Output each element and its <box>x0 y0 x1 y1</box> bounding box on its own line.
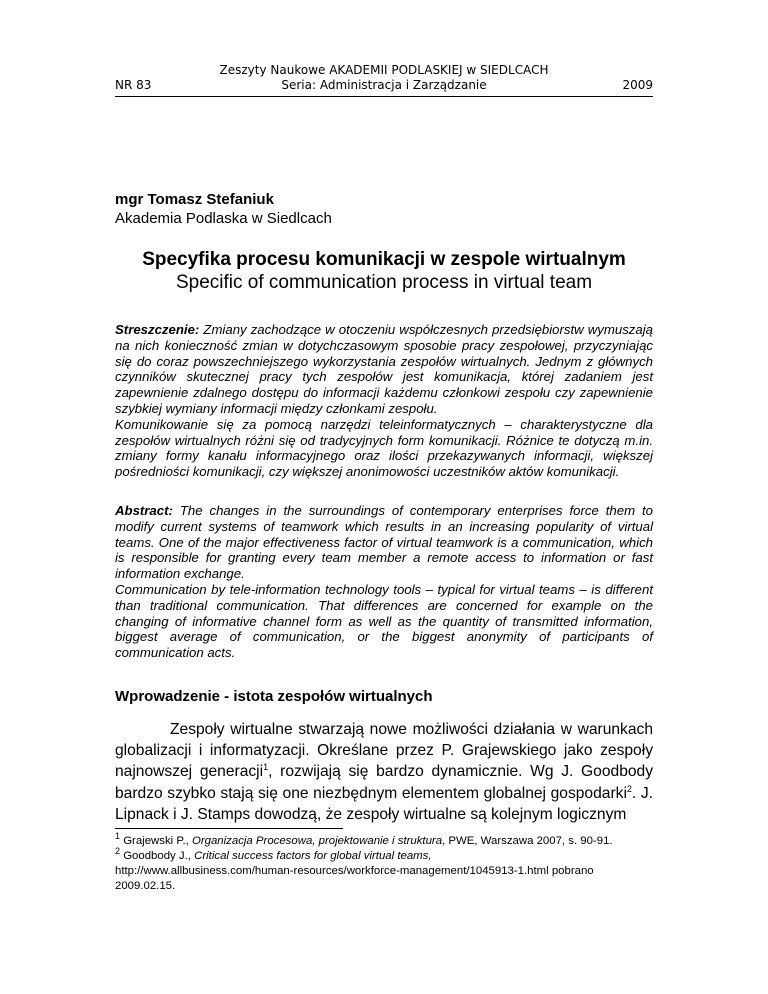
abstract-text-1: The changes in the surroundings of contemporary enterprises force them to modify current systems of teamwork which results in an increasing popularity of virtual teams. One of the major effectiveness factor of virtual teamwork is a communication, which is responsible for granting every team member a remote access to information or fast information exchange. <box>115 503 653 582</box>
footnote-number: 1 <box>115 831 121 842</box>
footnote-divider <box>115 828 343 829</box>
footnote-rest: , PWE, Warszawa 2007, s. 90-91. <box>442 835 613 847</box>
abstract-block <box>115 503 653 661</box>
streszczenie-para-1 <box>115 322 653 417</box>
section-body <box>115 719 653 825</box>
footnotes <box>115 831 653 894</box>
title-block <box>115 248 653 294</box>
footnote-title: Organizacja Procesowa, projektowanie i struktura <box>191 835 443 847</box>
section-heading: Wprowadzenie - istota zespołów wirtualnych <box>115 688 433 705</box>
streszczenie-block <box>115 322 653 480</box>
journal-series: Seria: Administracja i Zarządzanie <box>281 78 487 92</box>
body-text-3: . J. Lipnack i J. Stamps dowodzą, że zespoły wirtualne są kolejnym logicznym <box>115 784 653 823</box>
issue-year: 2009 <box>622 78 653 92</box>
body-paragraph <box>115 719 653 825</box>
footnote-author: Goodbody J., <box>123 850 191 862</box>
footnote-2 <box>115 846 653 894</box>
abstract-para-1 <box>115 503 653 582</box>
abstract-para-2: Communication by tele-information technology tools – typical for virtual teams – is different than traditional communication. That differences are concerned for example on the changing of informative channel form as well as the quantity of transmitted information, biggest average of communication, or the biggest anonymity of participants of communication acts. <box>115 581 653 661</box>
paper-title-polish: Specyfika procesu komunikacji w zespole wirtualnym <box>142 249 626 270</box>
streszczenie-text-1: Zmiany zachodzące w otoczeniu współczesnych przedsiębiorstw wymuszają na nich konieczność zmian w dotychczasowym sposobie pracy zespołowej, przyczyniając się do coraz powszechniejszego wykorzystania zespołów wirtualnych. Jednym z głównych czynników skutecznej pracy tych zespołów jest komunikacja, której zadaniem jest zapewnienie zdalnego dostępu do informacji każdemu członkowi zespołu czy zapewnienie szybkiej wymiany informacji między członkami zespołu. <box>115 322 653 416</box>
journal-title <box>115 63 653 93</box>
body-text-2: , rozwijają się bardzo dynamicznie. Wg J. Goodbody bardzo szybko stają się one niezbędnym elementem globalnej gospodarki <box>115 763 654 802</box>
issue-number: NR 83 <box>115 78 152 92</box>
paper-title-english: Specific of communication process in virtual team <box>175 272 593 293</box>
footnote-1 <box>115 831 653 849</box>
header-divider <box>115 96 653 97</box>
journal-name: Zeszyty Naukowe AKADEMII PODLASKIEJ w SIEDLCACH <box>219 63 549 77</box>
footnote-url[interactable]: http://www.allbusiness.com/human-resources/workforce-management/1045913-1.html pobrano 2009.02.15. <box>115 865 594 892</box>
footnote-number: 2 <box>115 846 121 857</box>
footnote-ref-1[interactable]: 1 <box>263 762 269 773</box>
abstract-label: Abstract: <box>115 503 173 518</box>
author-block <box>115 190 332 228</box>
streszczenie-para-2: Komunikowanie się za pomocą narzędzi teleinformatycznych – charakterystyczne dla zespołów wirtualnych różni się od tradycyjnych form komunikacji. Różnice te dotyczą m.in. zmiany formy kanału informacyjnego oraz ilości przekazywanych informacji, większej pośredniości komunikacji, czy większej anonimowości uczestników aktów komunikacji. <box>115 416 653 480</box>
running-header <box>115 63 653 99</box>
body-text-1: Zespoły wirtualne stwarzają nowe możliwości działania w warunkach globalizacji i informatyzacji. Określane przez P. Grajewskiego jako zespoły najnowszej generacji <box>115 721 653 781</box>
author-affiliation: Akademia Podlaska w Siedlcach <box>115 210 332 227</box>
streszczenie-label: Streszczenie: <box>115 322 200 337</box>
footnote-ref-2[interactable]: 2 <box>626 783 632 794</box>
footnote-title: Critical success factors for global virtual teams, <box>194 850 432 862</box>
author-name: mgr Tomasz Stefaniuk <box>115 191 274 208</box>
footnote-author: Grajewski P., <box>123 835 189 847</box>
